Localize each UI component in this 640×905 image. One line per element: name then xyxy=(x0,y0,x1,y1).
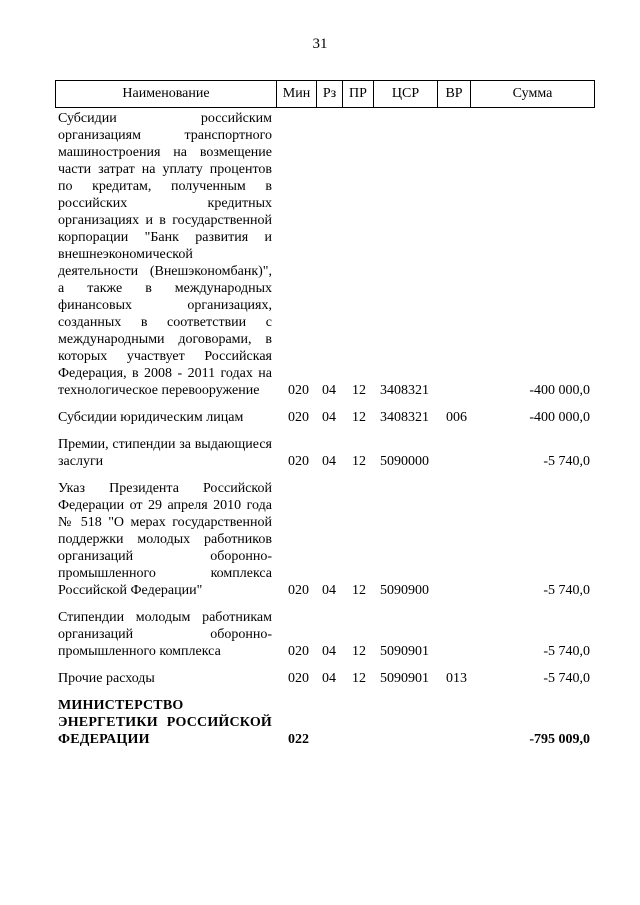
table-row xyxy=(0,409,640,426)
row-name: Прочие расходы xyxy=(58,671,155,686)
header-min: Мин xyxy=(277,81,317,107)
row-sum: -795 009,0 xyxy=(529,732,590,747)
row-sum: -5 740,0 xyxy=(543,454,590,469)
row-name: Субсидии юридическим лицам xyxy=(58,410,244,425)
row-min: 020 xyxy=(288,454,309,469)
table-body xyxy=(0,110,640,758)
page-number: 31 xyxy=(312,36,328,52)
row-csr: 5090000 xyxy=(380,454,429,469)
header-rz: Рз xyxy=(317,81,343,107)
row-min: 020 xyxy=(288,383,309,398)
header-sum: Сумма xyxy=(512,86,553,101)
header-name: Наименование xyxy=(56,81,277,107)
row-rz: 04 xyxy=(322,454,336,469)
table-row-ministry xyxy=(0,697,640,748)
row-rz: 04 xyxy=(322,583,336,598)
row-sum: -400 000,0 xyxy=(529,410,590,425)
row-vr: 013 xyxy=(446,671,467,686)
row-rz: 04 xyxy=(322,383,336,398)
row-pr: 12 xyxy=(352,454,366,469)
row-rz: 04 xyxy=(322,410,336,425)
row-name: Субсидии российским организациям транспортного машиностроения на возмещение части затрат на уплату процентов по кредитам, полученным в российских кредитных организациях и в государственной корпорации "Банк развития и внешнеэкономической деятельности (Внешэкономбанк)", а также в международных финансовых организациях, созданных в соответствии с международными договорами, в которых участвует Российская Федерация, в 2008 - 2011 годах на технологическое перевооружение xyxy=(58,111,272,398)
row-csr: 5090900 xyxy=(380,583,429,598)
row-sum: -400 000,0 xyxy=(529,383,590,398)
row-sum: -5 740,0 xyxy=(543,671,590,686)
table-header xyxy=(55,80,595,108)
row-csr: 3408321 xyxy=(380,410,429,425)
row-csr: 5090901 xyxy=(380,644,429,659)
row-sum: -5 740,0 xyxy=(543,644,590,659)
row-min: 020 xyxy=(288,644,309,659)
row-min: 020 xyxy=(288,583,309,598)
row-pr: 12 xyxy=(352,644,366,659)
table-row xyxy=(0,480,640,599)
header-csr: ЦСР xyxy=(374,81,438,107)
row-csr: 5090901 xyxy=(380,671,429,686)
row-pr: 12 xyxy=(352,410,366,425)
row-name: Стипендии молодым работникам организаций оборонно-промышленного комплекса xyxy=(58,610,272,659)
table-row xyxy=(0,670,640,687)
table-row xyxy=(0,110,640,399)
row-name: МИНИСТЕРСТВО ЭНЕРГЕТИКИ РОССИЙСКОЙ ФЕДЕРАЦИИ xyxy=(58,698,272,747)
header-vr: ВР xyxy=(438,81,471,107)
table-row xyxy=(0,609,640,660)
row-min: 020 xyxy=(288,671,309,686)
row-min: 022 xyxy=(288,732,309,747)
row-csr: 3408321 xyxy=(380,383,429,398)
row-rz: 04 xyxy=(322,671,336,686)
row-pr: 12 xyxy=(352,583,366,598)
row-pr: 12 xyxy=(352,383,366,398)
row-rz: 04 xyxy=(322,644,336,659)
row-pr: 12 xyxy=(352,671,366,686)
row-name: Премии, стипендии за выдающиеся заслуги xyxy=(58,437,272,469)
row-min: 020 xyxy=(288,410,309,425)
row-sum: -5 740,0 xyxy=(543,583,590,598)
table-row xyxy=(0,436,640,470)
header-pr: ПР xyxy=(343,81,374,107)
row-vr: 006 xyxy=(446,410,467,425)
row-name: Указ Президента Российской Федерации от 29 апреля 2010 года № 518 "О мерах государственной поддержки молодых работников организаций оборонно-промышленного комплекса Российской Федерации" xyxy=(58,481,272,598)
